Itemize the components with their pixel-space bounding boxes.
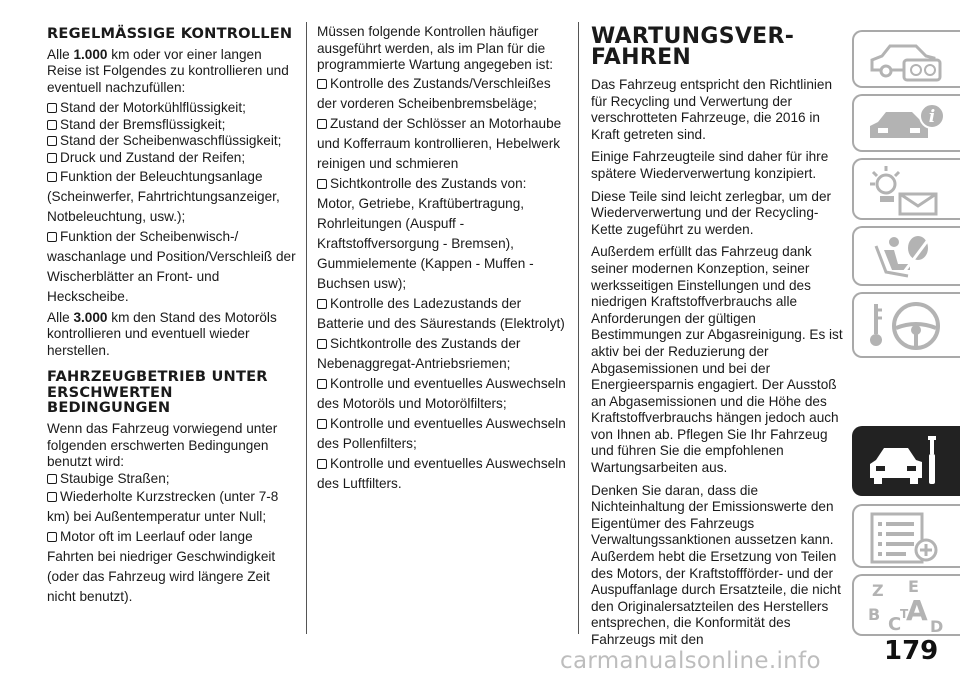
control-text: Kontrolle des Ladezustands der Batterie und des Säurestands (Elektrolyt) [317, 295, 565, 331]
steering-wheel-key-icon [864, 298, 948, 356]
lights-warning-icon [864, 164, 948, 218]
condition-text: Staubige Straßen; [60, 470, 170, 486]
sanctions-paragraph: Denken Sie daran, dass die Nichteinhaltung der Emissionswerte den Eigentümer des Fahrzeugs Verwaltungssanktionen aussetzen kann. Außerdem hebt die Ersetzung von Teilen des Motors, der Kraftstoffförder- und der Auspuffanlage durch Ersatzteile, die nicht den Originalersatzteilen des Herstellers entsprechen, die Konformität des Fahrzeugs mit den [591, 482, 841, 647]
control-item [317, 74, 567, 114]
check-item [47, 117, 297, 134]
index-letter: A [906, 594, 928, 627]
control-text: Kontrolle und eventuelles Auswechseln des Motoröls und Motorölfilters; [317, 375, 566, 411]
tab-data-list[interactable] [852, 504, 960, 568]
checkbox-icon [317, 79, 327, 89]
reuse-paragraph: Einige Fahrzeugteile sind daher für ihre spätere Wiederverwertung konzipiert. [591, 149, 829, 181]
intro-text-b: km oder vor einer langen Reise ist Folgendes zu kontrollieren und eventuell nachzufüllen: [47, 46, 289, 95]
tab-airbag-seat[interactable] [852, 226, 960, 286]
check-text: Stand der Scheibenwaschflüssigkeit; [60, 133, 282, 149]
left-column [47, 26, 297, 607]
data-list-icon [864, 510, 948, 566]
column-divider [578, 22, 579, 634]
heading-fahrzeugbetrieb: FAHRZEUGBETRIEB UNTER ERSCHWERTEN BEDINGUNGEN [47, 368, 268, 417]
checkbox-icon [47, 136, 57, 146]
oil-text-a: Alle [47, 309, 70, 325]
intro-text-a: Alle [47, 46, 70, 62]
heading-regelmaessige-kontrollen: REGELMÄSSIGE KONTROLLEN [47, 25, 293, 42]
control-item [317, 294, 567, 334]
tab-car-tools[interactable] [852, 426, 960, 496]
page-number: 179 [884, 636, 939, 666]
check-text: Stand der Bremsflüssigkeit; [60, 116, 226, 132]
oil-text-b: km den Stand des Motoröls kontrollieren und eventuell wieder herstellen. [47, 309, 277, 358]
controls-intro: Müssen folgende Kontrollen häufiger ausgeführt werden, als im Plan für die programmierte Wartung angegeben ist: [317, 24, 553, 73]
condition-text: Motor oft im Leerlauf oder lange Fahrten bei niedriger Geschwindigkeit (oder das Fahrzeug wird längere Zeit nicht benutzt). [47, 529, 276, 605]
check-text: Stand der Motorkühlflüssigkeit; [60, 100, 246, 116]
checkbox-icon [47, 492, 57, 502]
control-text: Sichtkontrolle des Zustands von: Motor, Getriebe, Kraftübertragung, Rohrleitungen (Auspuff - Kraftstoffversorgung - Bremsen), Gummielemente (Kappen - Muffen - Buchsen usw); [317, 175, 534, 291]
condition-item [47, 527, 297, 607]
disassembly-paragraph: Diese Teile sind leicht zerlegbar, um der Wiederverwertung und der Recycling-Kette zugeführt zu werden. [591, 188, 832, 237]
car-tools-icon [864, 432, 948, 492]
checkbox-icon [317, 119, 327, 129]
column-divider [306, 22, 307, 634]
recycling-paragraph: Das Fahrzeug entspricht den Richtlinien für Recycling und Verwertung der verschrotteten Fahrzeuge, die 2016 in Kraft getreten sind. [591, 77, 833, 142]
heading-wartungsverfahren: WARTUNGSVER- FAHREN [591, 24, 795, 70]
tab-car-info[interactable] [852, 94, 960, 152]
index-letter: E [908, 580, 919, 596]
check-item [47, 167, 297, 227]
check-item [47, 100, 297, 117]
check-text: Funktion der Beleuchtungsanlage (Scheinwerfer, Fahrtrichtungsanzeiger, Notbeleuchtung, usw.); [47, 168, 280, 224]
index-letter: Z [872, 581, 884, 600]
checkbox-icon [47, 172, 57, 182]
checkbox-icon [47, 532, 57, 542]
control-text: Kontrolle und eventuelles Auswechseln des Luftfilters. [317, 455, 566, 491]
control-item [317, 454, 567, 494]
watermark: carmanualsonline.info [560, 648, 821, 674]
check-text: Druck und Zustand der Reifen; [60, 150, 246, 166]
tab-car-dashboard[interactable] [852, 30, 960, 88]
index-letter: B [868, 605, 881, 624]
condition-item [47, 487, 297, 527]
control-text: Sichtkontrolle des Zustands der Nebenaggregat-Antriebsriemen; [317, 335, 521, 371]
control-item [317, 334, 567, 374]
control-text: Kontrolle des Zustands/Verschleißes der vorderen Scheibenbremsbeläge; [317, 75, 551, 111]
index-letter: T [900, 607, 909, 621]
check-item [47, 133, 297, 150]
car-info-icon [864, 100, 948, 148]
car-dashboard-icon [864, 36, 948, 84]
checkbox-icon [317, 339, 327, 349]
index-alphabet-icon [864, 580, 954, 636]
checkbox-icon [317, 299, 327, 309]
condition-item [47, 471, 297, 488]
tab-index[interactable] [852, 574, 960, 636]
checkbox-icon [317, 379, 327, 389]
tab-steering-key[interactable] [852, 292, 960, 358]
oil-paragraph [47, 310, 297, 360]
index-letter: C [888, 614, 902, 635]
control-item [317, 174, 567, 294]
control-item [317, 114, 567, 174]
checkbox-icon [47, 153, 57, 163]
control-item [317, 374, 567, 414]
check-text: Funktion der Scheibenwisch-/ waschanlage und Position/Verschleiß der Wischerblätter an Front- und Heckscheibe. [47, 228, 296, 304]
checkbox-icon [47, 103, 57, 113]
middle-column [317, 24, 567, 494]
index-letter: D [930, 617, 944, 636]
checkbox-icon [47, 474, 57, 484]
right-column [591, 26, 845, 655]
check-item [47, 227, 297, 307]
tab-lights-warning[interactable] [852, 158, 960, 220]
intro-km: 1.000 [73, 46, 108, 62]
oil-km: 3.000 [73, 309, 108, 325]
control-text: Kontrolle und eventuelles Auswechseln des Pollenfilters; [317, 415, 566, 451]
conditions-intro: Wenn das Fahrzeug vorwiegend unter folgenden erschwerten Bedingungen benutzt wird: [47, 420, 278, 470]
checkbox-icon [47, 120, 57, 130]
svg-text:i: i [928, 107, 936, 127]
chapter-sidebar [852, 30, 960, 635]
checkbox-icon [317, 459, 327, 469]
emissions-paragraph: Außerdem erfüllt das Fahrzeug dank seiner modernen Konzeption, seiner werksseitigen Einstellungen und des niedrigen Kraftstoffverbrauchs alle Anforderungen der gültigen Bestimmungen zur Abgasreinigung. Es ist aktiv bei der Reduzierung der Abgasemissionen und bei der Energieersparnis engagiert. Der Ausstoß an Abgasemissionen und die Höhe des Kraftstoffverbrauchs hängen jedoch auch von Ihnen ab. Pflegen Sie Ihr Fahrzeug und führen Sie die empfohlenen Wartungsarbeiten aus. [591, 244, 843, 476]
checkbox-icon [47, 232, 57, 242]
checkbox-icon [317, 179, 327, 189]
checkbox-icon [317, 419, 327, 429]
check-item [47, 150, 297, 167]
airbag-seat-icon [864, 232, 948, 282]
control-text: Zustand der Schlösser an Motorhaube und Kofferraum kontrollieren, Hebelwerk reinigen und schmieren [317, 115, 562, 171]
condition-text: Wiederholte Kurzstrecken (unter 7-8 km) bei Außentemperatur unter Null; [47, 489, 279, 525]
control-item [317, 414, 567, 454]
intro-paragraph [47, 47, 297, 97]
